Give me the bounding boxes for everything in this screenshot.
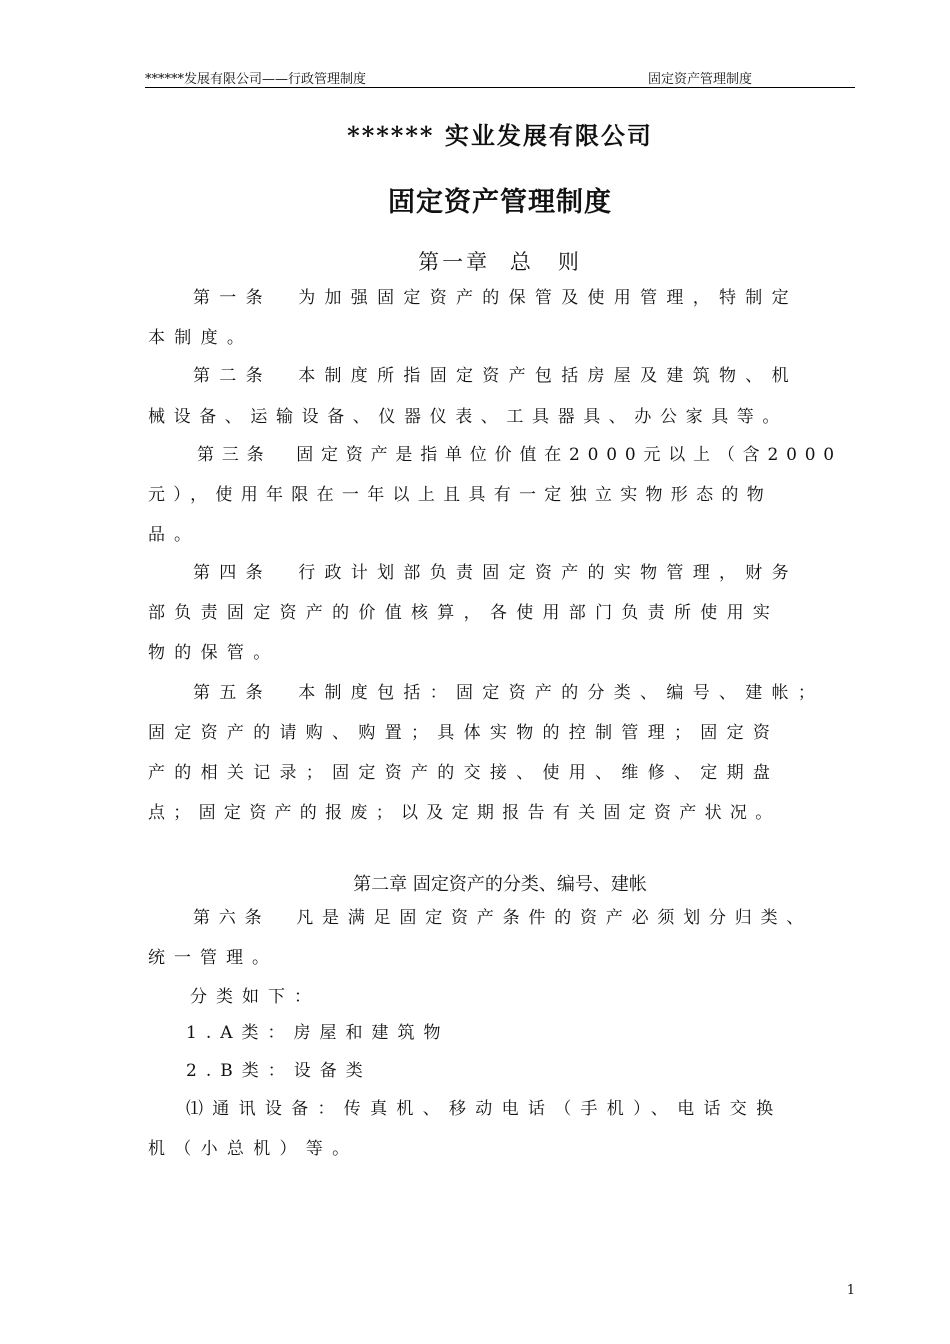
paragraph-line: 第六条 凡是满足固定资产条件的资产必须划分归类、 xyxy=(193,908,813,928)
paragraph-line: 统一管理。 xyxy=(148,948,278,968)
paragraph-line: 元），使用年限在一年以上且具有一定独立实物形态的物 xyxy=(148,485,772,505)
document-title: 固定资产管理制度 xyxy=(388,187,612,218)
paragraph-line: 第二条 本制度所指固定资产包括房屋及建筑物、机 xyxy=(193,366,798,386)
paragraph-line: 机（小总机）等。 xyxy=(148,1139,359,1159)
paragraph-line: ⑴通讯设备：传真机、移动电话（手机）、电话交换 xyxy=(186,1099,783,1119)
paragraph-line: 品。 xyxy=(148,525,200,545)
paragraph-line: 第三条 固定资产是指单位价值在2000元以上（含2000 xyxy=(197,445,842,465)
chapter-1-title: 第一章 总 则 xyxy=(418,250,582,274)
paragraph-line: 固定资产的请购、购置；具体实物的控制管理；固定资 xyxy=(148,723,780,743)
paragraph-line: 点；固定资产的报废；以及定期报告有关固定资产状况。 xyxy=(148,803,781,823)
paragraph-line: 第五条 本制度包括：固定资产的分类、编号、建帐； xyxy=(193,683,825,703)
paragraph-line: 产的相关记录；固定资产的交接、使用、维修、定期盘 xyxy=(148,763,780,783)
paragraph-line: 本制度。 xyxy=(148,328,254,348)
list-item-line: 1.A类：房屋和建筑物 xyxy=(186,1023,450,1043)
page-number: 1 xyxy=(846,1283,855,1298)
paragraph-line: 分类如下： xyxy=(190,987,320,1007)
paragraph-line: 物的保管。 xyxy=(148,643,280,663)
paragraph-line: 部负责固定资产的价值核算，各使用部门负责所使用实 xyxy=(148,603,780,623)
header-rule xyxy=(145,87,855,88)
running-header-right: 固定资产管理制度 xyxy=(648,72,753,87)
paragraph-line: 第四条 行政计划部负责固定资产的实物管理，财务 xyxy=(193,563,798,583)
paragraph-line: 第一条 为加强固定资产的保管及使用管理，特制定 xyxy=(193,288,798,308)
paragraph-line: 械设备、运输设备、仪器仪表、工具器具、办公家具等。 xyxy=(148,407,788,427)
running-header-left: ******发展有限公司——行政管理制度 xyxy=(145,72,367,87)
chapter-2-title: 第二章 固定资产的分类、编号、建帐 xyxy=(353,874,647,895)
list-item-line: 2.B类：设备类 xyxy=(186,1061,372,1081)
company-name: ****** 实业发展有限公司 xyxy=(347,121,653,150)
